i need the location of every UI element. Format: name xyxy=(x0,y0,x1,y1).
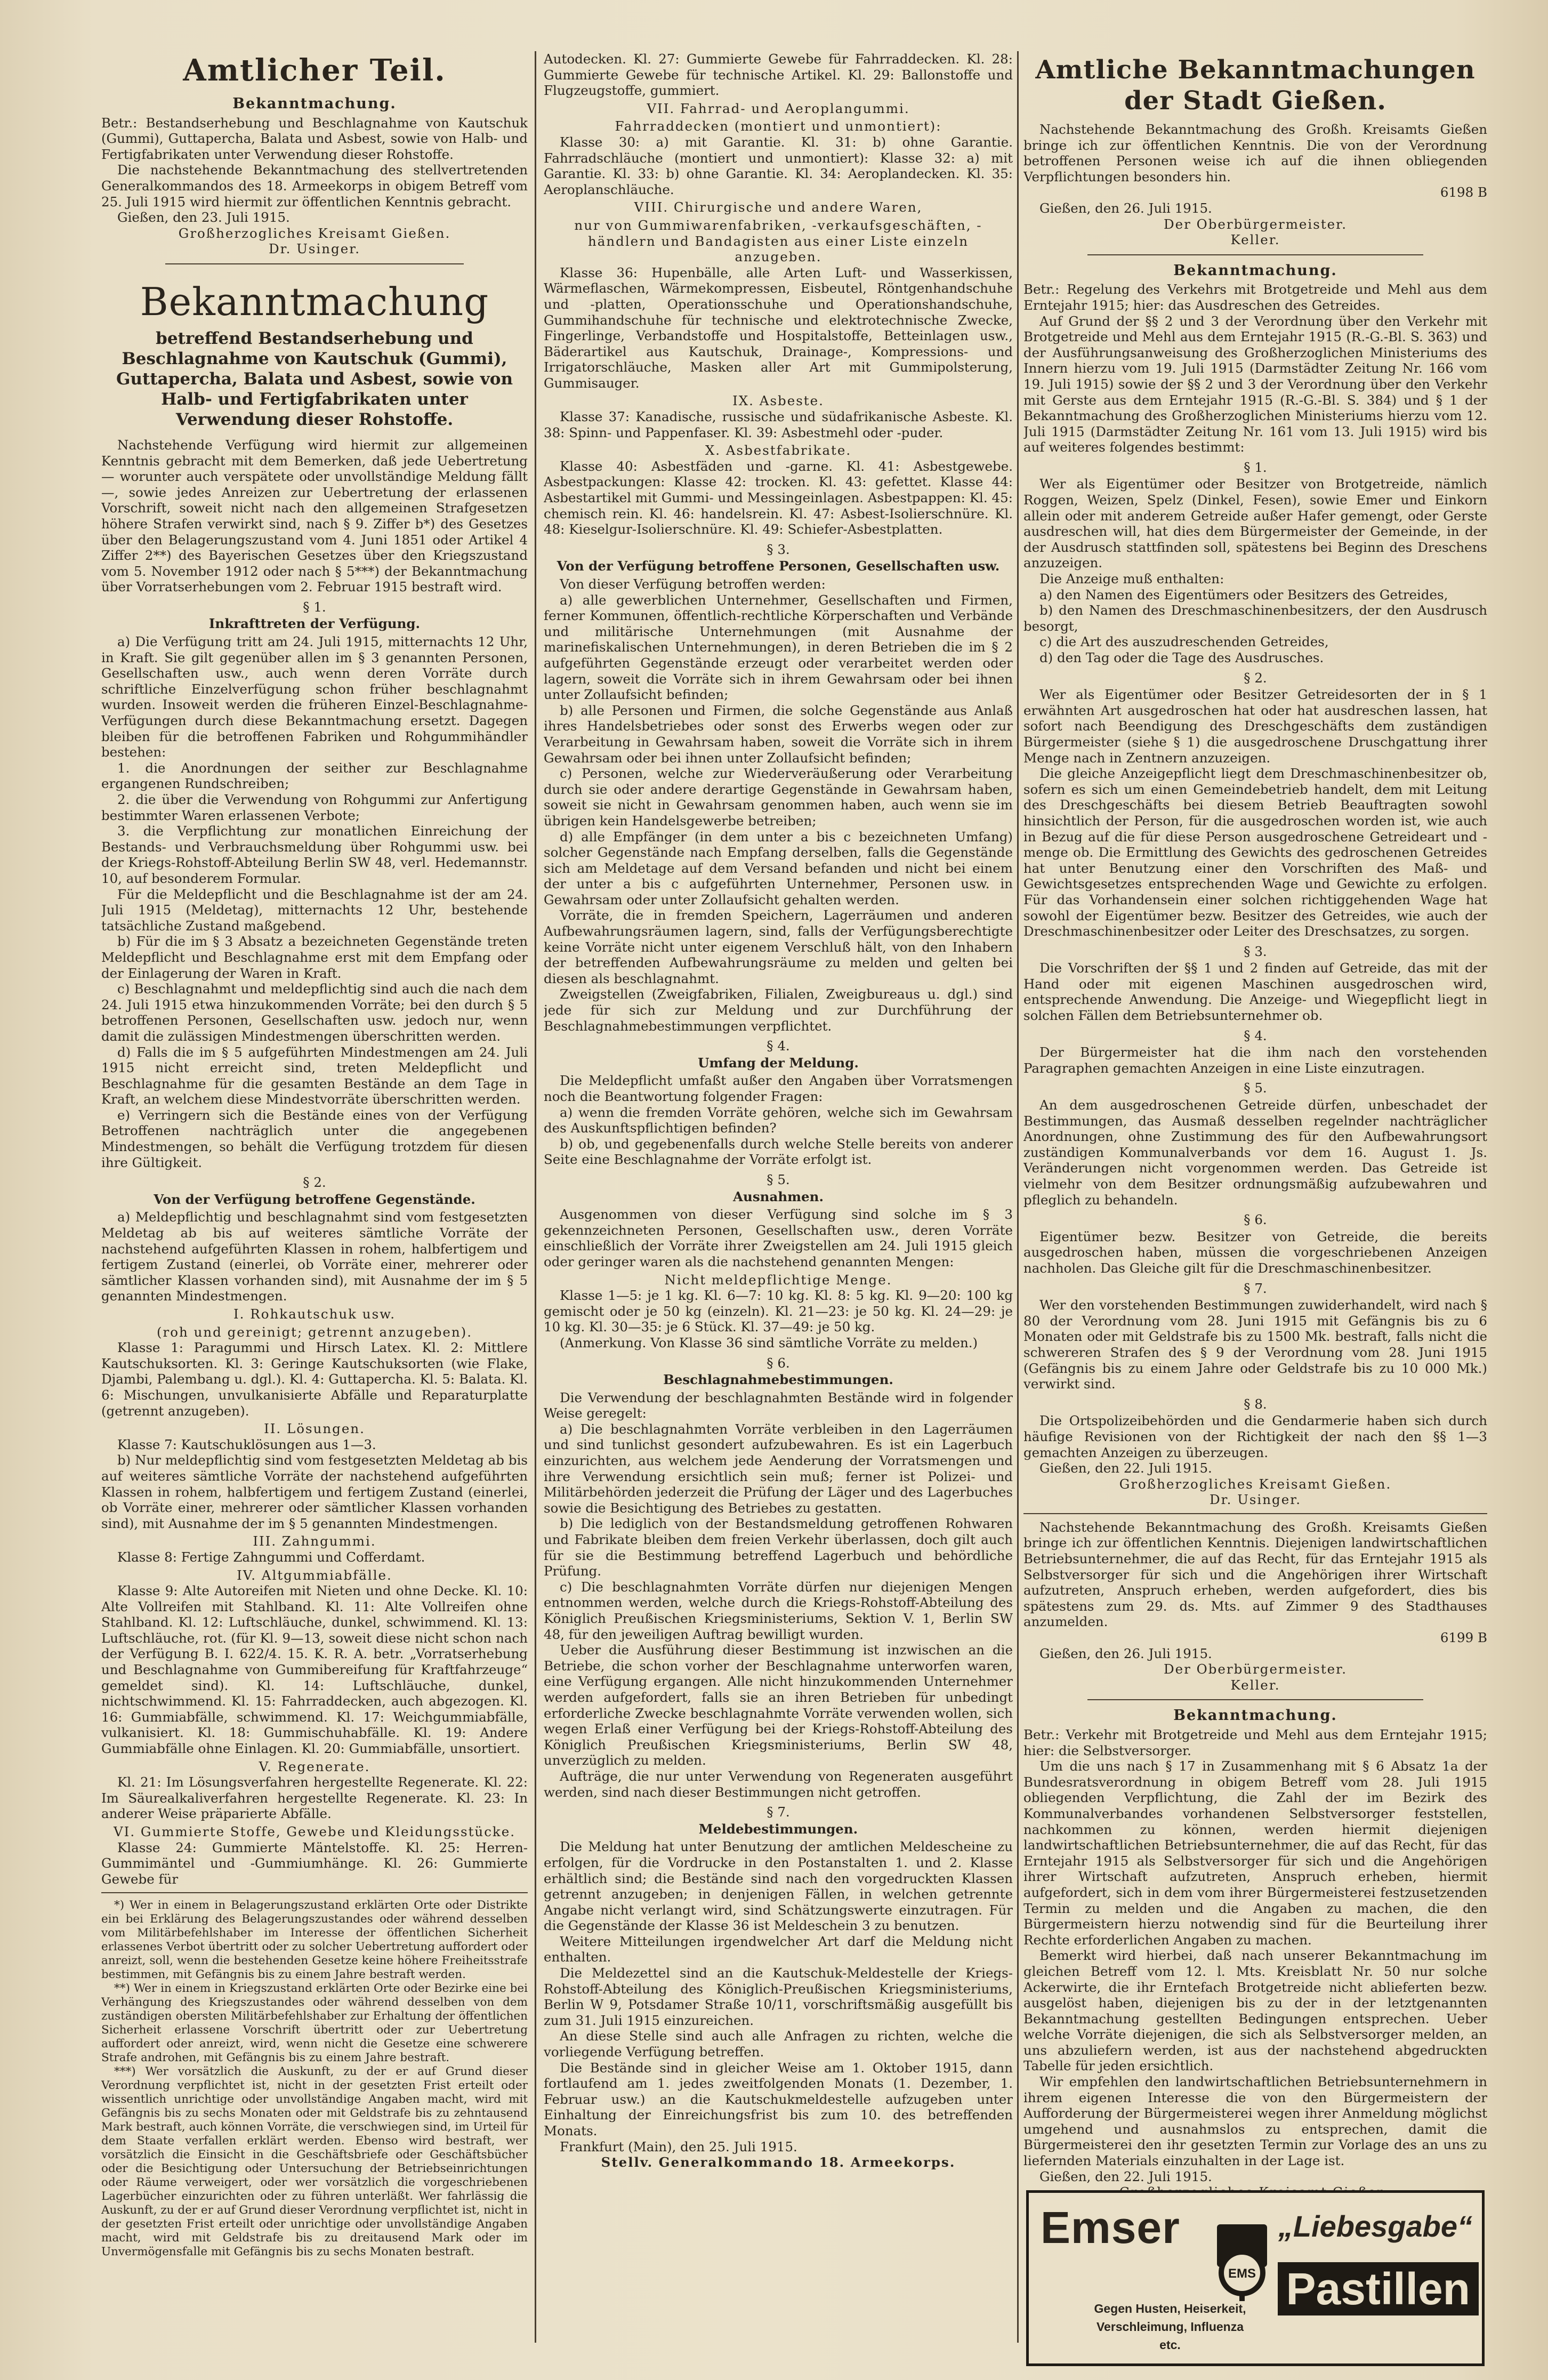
class-heading: VIII. Chirurgische und andere Waren, xyxy=(634,199,923,215)
list-item: a) wenn die fremden Vorräte gehören, welche sich im Gewahrsam des Auskunftspflichtigen befinden? xyxy=(544,1104,1013,1136)
list-item: 3. die Verpflichtung zur monatlichen Einreichung der Bestands- und Verbrauchsmeldung über Rohgummi usw. bei der Kriegs-Rohstoff-Abteilung Berlin SW 48, verl. Hedemannstr. 10, auf besonderem Formular. xyxy=(101,823,528,886)
paragraph: b) Nur meldepflichtig sind vom festgesetzten Meldetag ab bis auf weiteres sämtliche Vorräte der nachstehend aufgeführten Klassen in rohem, halbfertigem und fertigem Zustand (einerlei, ob Vorräte einer, mehrerer oder sämtlicher Klassen vorhanden sind), mit Ausnahme der im § 5 genannten Mindestmengen. xyxy=(101,1452,528,1531)
paragraph: Klasse 24: Gummierte Mäntelstoffe. Kl. 25: Herren-Gummimäntel und -Gummiumhänge. Kl. 26: Gummierte Gewebe für xyxy=(101,1839,528,1887)
date-line: Gießen, den 22. Juli 1915. xyxy=(1039,1460,1212,1476)
signature: Keller. xyxy=(1230,1677,1280,1693)
section-heading: Meldebestimmungen. xyxy=(698,1821,858,1837)
ad-product: Pastillen xyxy=(1278,2262,1479,2315)
paragraph: Klasse 9: Alte Autoreifen mit Nieten und ohne Decke. Kl. 10: Alte Vollreifen mit Stahlband. Kl. 11: Alte Vollreifen ohne Stahlband. Kl. 12: Luftschläuche, dunkel, schwimmend. Kl. 13: Luftschläuche, rot. (für Kl. 9—13, soweit diese nicht schon nach der Verfügung B. I. 622/4. 15. K. R. A. betr. „Vorratserhebung und Beschlagnahme von Gummibereifung für Kraftfahrzeuge“ gemeldet sind). Kl. 14: Luftschläuche, dunkel, nichtschwimmend. Kl. 15: Fahrraddecken, auch abgezogen. Kl. 16: Gummiabfälle, schwimmend. Kl. 17: Weichgummiabfälle, vulkanisiert. Kl. 18: Gummischuhabfälle. Kl. 19: Andere Gummiabfälle ohne Einlagen. Kl. 20: Gummiabfälle, unsortiert. xyxy=(101,1583,528,1757)
list-item: b) Die lediglich von der Bestandsmeldung getroffenen Rohwaren und Fabrikate bleiben dem freien Verkehr überlassen, doch gilt auch für sie die Bestimmung betreffend Lagerbuch und behördliche Prüfung. xyxy=(544,1516,1013,1579)
notice-heading: Bekanntmachung. xyxy=(1173,262,1337,279)
paragraph: Ueber die Ausführung dieser Bestimmung ist inzwischen an die Betriebe, die schon vorher der Beschlagnahme unterworfen waren, eine Verfügung ergangen. Alle nicht hinzukommenden Unternehmer werden aufgefordert, falls sie an ihren Betrieben für unbedingt erforderliche Zwecke beschlagnahmte Vorräte verwenden wollen, sich wegen Erlaß einer Verfügung bei der Kriegs-Rohstoff-Abteilung des Königlich Preußischen Kriegsministeriums, Berlin SW 48, unverzüglich zu melden. xyxy=(544,1642,1013,1768)
paragraph: Die Meldung hat unter Benutzung der amtlichen Meldescheine zu erfolgen, für die Vordrucke in den Postanstalten 1. und 2. Klasse erhältlich sind; die Bestände sind nach den vorgedruckten Klassen getrennt anzugeben; in denjenigen Fällen, in welchen getrennte Angabe nicht verlangt wird, sind Schätzungswerte einzutragen. Für die Gegenstände der Klasse 36 ist Meldeschein 3 zu benutzen. xyxy=(544,1839,1013,1934)
paragraph: Die Ortspolizeibehörden und die Gendarmerie haben sich durch häufige Revisionen von der Richtigkeit der nach den §§ 1—3 gemachten Anzeigen zu überzeugen. xyxy=(1023,1413,1487,1460)
column-2 xyxy=(544,51,1013,2359)
paragraph: Wer als Eigentümer oder Besitzer von Brotgetreide, nämlich Roggen, Weizen, Spelz (Dinkel, Fesen), sowie Emer und Einkorn allein oder mit anderem Getreide außer Hafer gemengt, oder Gerste ausdreschen will, hat dies dem Bürgermeister der Gemeinde, in der der Ausdrusch stattfinden soll, spätestens bei Beginn des Dreschens anzuzeigen. xyxy=(1023,476,1487,571)
paragraph: e) Verringern sich die Bestände eines von der Verfügung Betroffenen nachträglich unter die angegebenen Mindestmengen, so behält die Verfügung trotzdem für diesen ihre Gültigkeit. xyxy=(101,1107,528,1170)
list-item: c) Personen, welche zur Wiederveräußerung oder Verarbeitung durch sie oder andere derartige Gegenstände in Gewahrsam haben, soweit sie nicht in Gewahrsam genommen haben, auch wenn sie im übrigen kein Handelsgewerbe betreiben; xyxy=(544,766,1013,829)
paragraph: Klasse 1—5: je 1 kg. Kl. 6—7: 10 kg. Kl. 8: 5 kg. Kl. 9—20: 100 kg gemischt oder je 50 kg (einzeln). Kl. 21—23: je 50 kg. Kl. 24—29: je 10 kg. Kl. 30—35: je 6 Stück. Kl. 37—49: je 50 kg. xyxy=(544,1288,1013,1335)
paragraph: Kl. 21: Im Lösungsverfahren hergestellte Regenerate. Kl. 22: Im Säurealkaliverfahren hergestellte Regenerate. Kl. 23: In anderer Weise präparierte Abfälle. xyxy=(101,1774,528,1822)
section-heading: Inkrafttreten der Verfügung. xyxy=(208,616,421,632)
paragraph: Vorräte, die in fremden Speichern, Lagerräumen und anderen Aufbewahrungsräumen lagern, sind, falls der Verfügungsberechtigte keine Vorräte nicht unter eigenem Verschluß hält, von den Inhabern der betreffenden Aufbewahrungsräume zu melden und gelten bei diesen als beschlagnahmt. xyxy=(544,907,1013,986)
ad-brand: Emser xyxy=(1041,2202,1180,2253)
date-line: Frankfurt (Main), den 25. Juli 1915. xyxy=(560,2138,797,2154)
section-number: § 2. xyxy=(1244,670,1267,686)
footnote-divider xyxy=(101,1892,528,1893)
paragraph: Für die Meldepflicht und die Beschlagnahme ist der am 24. Juli 1915 (Meldetag), mitternachts 12 Uhr, bestehende tatsächliche Zustand maßgebend. xyxy=(101,886,528,934)
column-rule xyxy=(535,51,536,2343)
paragraph: Die Anzeige muß enthalten: xyxy=(1039,571,1224,587)
notice-betr: Betr.: Regelung des Verkehrs mit Brotgetreide und Mehl aus dem Erntejahr 1915; hier: das Ausdreschen des Getreides. xyxy=(1023,282,1487,313)
section-heading: Beschlagnahmebestimmungen. xyxy=(663,1372,893,1388)
list-item: 1. die Anordnungen der seither zur Beschlagnahme ergangenen Rundschreiben; xyxy=(101,760,528,792)
section-number: § 7. xyxy=(1244,1280,1267,1296)
section-heading: Von der Verfügung betroffene Gegenstände. xyxy=(154,1191,475,1207)
signature: Keller. xyxy=(1230,232,1280,248)
paragraph: Nachstehende Bekanntmachung des Großh. Kreisamts Gießen bringe ich zur öffentlichen Kenntnis. Die von der Verordnung betroffenen Personen weise ich auf die ihnen obliegenden Verpflichtungen besonders hin. xyxy=(1023,122,1487,184)
paragraph: Wer den vorstehenden Bestimmungen zuwiderhandelt, wird nach § 80 der Verordnung vom 28. Juni 1915 mit Gefängnis bis zu 6 Monaten oder mit Geldstrafe bis zu 1500 Mk. bestraft, falls nicht die schwereren Strafen des § 9 der Verordnung vom 28. Juni 1915 (Gefängnis bis zu einem Jahre oder Geldstrafe bis zu 10 000 Mk.) verwirkt sind. xyxy=(1023,1297,1487,1392)
footnote: *) Wer in einem in Belagerungszustand erklärten Orte oder Distrikte ein bei Erklärung des Belagerungszustandes oder während desselben vom Militärbefehlshaber im Interesse der öffentlichen Sicherheit erlassenes Verbot übertritt oder zu solcher Uebertretung auffordert oder anreizt, soll, wenn die bestehenden Gesetze keine höhere Freiheitsstrafe bestimmen, mit Gefängnis bis zu einem Jahre bestraft werden. xyxy=(101,1899,528,1982)
paragraph: Wer als Eigentümer oder Besitzer Getreidesorten der in § 1 erwähnten Art ausgedroschen hat oder hat ausdreschen lassen, hat sofort nach Beendigung des Dreschgeschäfts dem zuständigen Bürgermeister (siehe § 1) die ausgedroschene Druschgattung ihrer Menge nach in Zentnern anzuzeigen. xyxy=(1023,687,1487,766)
class-note: (roh und gereinigt; getrennt anzugeben). xyxy=(156,1324,473,1340)
paragraph: Weitere Mitteilungen irgendwelcher Art darf die Meldung nicht enthalten. xyxy=(544,1933,1013,1965)
section-number: § 6. xyxy=(767,1355,790,1371)
authority: Der Oberbürgermeister. xyxy=(1164,1661,1347,1677)
list-item: c) die Art des auszudreschenden Getreides, xyxy=(1039,634,1329,650)
notice-signature: Dr. Usinger. xyxy=(268,241,361,257)
paragraph: Aufträge, die nur unter Verwendung von Regeneraten ausgeführt werden, sind nach dieser Bestimmungen nicht getroffen. xyxy=(544,1768,1013,1800)
section-number: § 8. xyxy=(1244,1396,1267,1412)
notice-authority: Großherzogliches Kreisamt Gießen. xyxy=(178,225,451,241)
section-number: § 4. xyxy=(1244,1027,1267,1043)
section-number: § 3. xyxy=(767,541,790,557)
class-heading: II. Lösungen. xyxy=(264,1421,365,1437)
column-rule xyxy=(1017,51,1019,2343)
class-heading: VII. Fahrrad- und Aeroplangummi. xyxy=(647,100,910,116)
paragraph: Nachstehende Bekanntmachung des Großh. Kreisamts Gießen bringe ich zur öffentlichen Kenntnis. Diejenigen landwirtschaftlichen Betriebsunternehmer, die auf das Recht, für das Erntejahr 1915 als Selbstversorger für sich und die Angehörigen ihrer Wirtschaft aufzutreten, Anspruch erheben, werden aufgefordert, dies bis spätestens zum 29. ds. Mts. auf Zimmer 9 des Stadthauses anzumelden. xyxy=(1023,1519,1487,1630)
class-heading: I. Rohkautschuk usw. xyxy=(233,1306,396,1322)
paragraph: b) Für die im § 3 Absatz a bezeichneten Gegenstände treten Meldepflicht und Beschlagnahme erst mit dem Empfang oder der Einlagerung der Waren in Kraft. xyxy=(101,934,528,981)
paragraph: Die gleiche Anzeigepflicht liegt dem Dreschmaschinenbesitzer ob, sofern es sich um einen Gemeindebetrieb handelt, dem mit Leitung des Dreschgeschäfts bei diesem Betrieb Beauftragten sowohl hinsichtlich der Person, für die ausgedroschen worden ist, wie auch in Bezug auf die für diese Person ausgedroschene Getreideart und -menge ob. Die Ermittlung des Gewichts des gedroschenen Getreides hat unter Benutzung einer den Vorschriften des Maß- und Gewichtsgesetzes entsprechenden Wage und Gewichte zu erfolgen. Für das Vorhandensein einer solchen richtiggehenden Wage hat sowohl der Eigentümer bezw. Besitzer des Getreides, wie auch der Dreschmaschinenbesitzer oder Leiter des Dreschsatzes, zu sorgen. xyxy=(1023,766,1487,939)
paragraph: a) Meldepflichtig und beschlagnahmt sind vom festgesetzten Meldetag ab bis auf weiteres sämtliche Vorräte der nachstehend aufgeführten Klassen in rohem, halbfertigem und fertigem Zustand (einerlei, ob Vorräte einer, mehrerer oder sämtlicher Klassen vorhanden sind), mit Ausnahme der im § 5 genannten Mindestmengen. xyxy=(101,1209,528,1304)
paragraph: Klasse 7: Kautschuklösungen aus 1—3. xyxy=(117,1436,376,1452)
reference-code: 6198 B xyxy=(1440,184,1487,200)
signature: Dr. Usinger. xyxy=(1209,1492,1302,1508)
footnote: ***) Wer vorsätzlich die Auskunft, zu der er auf Grund dieser Verordnung verpflichtet ist, nicht in der gesetzten Frist erteilt oder wissentlich unrichtige oder unvollständige Angaben macht, wird mit Gefängnis bis zu sechs Monaten oder mit Geldstrafe bis zu zehntausend Mark bestraft, auch können Vorräte, die verschwiegen sind, im Urteil für dem Staate verfallen erklärt werden. Ebenso wird bestraft, wer vorsätzlich die Einsicht in die Geschäftsbriefe oder Geschäftsbücher oder die Besichtigung oder Untersuchung der Betriebseinrichtungen oder Räume verweigert, oder wer vorsätzlich die vorgeschriebenen Lagerbücher einzurichten oder zu führen unterläßt. Wer fahrlässig die Auskunft, zu der er auf Grund dieser Verordnung verpflichtet ist, nicht in der gesetzten Frist erteilt oder unrichtige oder unvollständige Angaben macht, wird mit Geldstrafe bis zu dreitausend Mark oder im Unvermögensfalle mit Gefängnis bis zu sechs Monaten bestraft. xyxy=(101,2065,528,2259)
footnotes xyxy=(101,1899,528,2259)
paragraph: An dem ausgedroschenen Getreide dürfen, unbeschadet der Bestimmungen, das Ausmaß desselben regelnder nachträglicher Anordnungen, ohne Zustimmung des für den Aufbewahrungsort zuständigen Kommunalverbands vor dem 16. August 1. Js. Veränderungen nicht vorgenommen werden. Das Getreide ist vielmehr von dem Besitzer ordnungsmäßig aufzubewahren und pfleglich zu behandeln. xyxy=(1023,1097,1487,1208)
section-heading: Von der Verfügung betroffene Personen, Gesellschaften usw. xyxy=(557,558,1000,574)
reference-code: 6199 B xyxy=(1440,1630,1487,1646)
divider xyxy=(1087,1699,1423,1700)
ems-badge-icon xyxy=(1213,2222,1271,2302)
class-heading: V. Regenerate. xyxy=(259,1758,370,1774)
class-heading: III. Zahngummi. xyxy=(253,1533,376,1549)
section-number: § 5. xyxy=(1244,1080,1267,1096)
section-number: § 3. xyxy=(1244,943,1267,959)
divider xyxy=(1023,1513,1487,1514)
section-number: § 1. xyxy=(1244,459,1267,475)
ad-description xyxy=(1045,2299,1295,2354)
section-number: § 7. xyxy=(767,1804,790,1820)
list-item: b) ob, und gegebenenfalls durch welche Stelle bereits von anderer Seite eine Beschlagnahme der Vorräte erfolgt ist. xyxy=(544,1136,1013,1168)
section-title: Amtliche Bekanntmachungen der Stadt Gießen. xyxy=(1035,55,1476,116)
paragraph: Klasse 36: Hupenbälle, alle Arten Luft- und Wasserkissen, Wärmeflaschen, Wärmekompressen, Eisbeutel, Röntgenhandschuhe und -platten, Operationsschuhe und Operationshandschuhe, Gummihandschuhe für technische und elektrotechnische Zwecke, Fingerlinge, Verbandstoffe und Hospitalstoffe, Betteinlagen usw., Bäderartikel aus Kautschuk, Drainage-, Kompressions- und Irrigatorschläuche, Masken aller Art mit Gummipolsterung, Gummisauger. xyxy=(544,264,1013,391)
section-heading: Ausnahmen. xyxy=(733,1188,824,1204)
paragraph: Um die uns nach § 17 in Zusammenhang mit § 6 Absatz 1a der Bundesratsverordnung in obigem Betreff vom 28. Juli 1915 obliegenden Verpflichtung, die Zahl der im Bezirk des Kommunalverbandes vorhandenen Selbstversorger feststellen, nachkommen zu können, werden hiermit diejenigen landwirtschaftlichen Betriebsunternehmer, die auf das Recht, für das Erntejahr 1915 als Selbstversorger für sich und die Angehörigen ihrer Wirtschaft aufzutreten, Anspruch erheben, hiermit aufgefordert, sich in dem vom ihrer Bürgermeisterei festzusetzenden Termin zu melden und die Angaben zu machen, die den Bürgermeistern hierzu notwendig sind für die Beurteilung ihrer Rechte erforderlichen Angaben zu machen. xyxy=(1023,1758,1487,1948)
class-heading: X. Asbestfabrikate. xyxy=(705,443,852,459)
column-1 xyxy=(101,51,528,2359)
paragraph: Bemerkt wird hierbei, daß nach unserer Bekanntmachung im gleichen Betreff vom 12. l. Mts. Kreisblatt Nr. 50 nur solche Ackerwirte, die ihr Erntefach Brotgetreide nicht ablieferten bezw. ausgelöst haben, diejenigen bis zu der in der letztgenannten Bekanntmachung gestellten Bedingungen entsprechen. Ueber welche Vorräte diejenigen, die sich als Selbstversorger melden, an uns abzuliefern werden, ist aus der nachstehend abgedruckten Tabelle für jeden ersichtlich. xyxy=(1023,1948,1487,2074)
section-heading: Umfang der Meldung. xyxy=(698,1055,859,1071)
ad-badge-text: EMS xyxy=(1228,2266,1256,2281)
paragraph: Auf Grund der §§ 2 und 3 der Verordnung über den Verkehr mit Brotgetreide und Mehl aus dem Erntejahr 1915 (R.-G.-Bl. S. 363) und der Ausführungsanweisung des Großherzoglichen Ministeriums des Innern hierzu vom 19. Juli 1915 (Darmstädter Zeitung Nr. 166 vom 19. Juli 1915) sowie der §§ 2 und 3 der Verordnung über den Verkehr mit Gerste aus dem Erntejahr 1915 (R.-G.-Bl. S. 384) und § 1 der Bekanntmachung des Großherzoglichen Ministeriums hierzu vom 12. Juli 1915 (Darmstädter Zeitung Nr. 161 vom 13. Juli 1915) wird bis auf weiteres folgendes bestimmt: xyxy=(1023,313,1487,455)
paragraph: c) Beschlagnahmt und meldepflichtig sind auch die nach dem 24. Juli 1915 etwa hinzukommenden Vorräte; bei den durch § 5 betroffenen Personen, Gesellschaften usw. jedoch nur, wenn damit die zulässigen Mindestmengen überschritten werden. xyxy=(101,981,528,1044)
list-item: d) alle Empfänger (in dem unter a bis c bezeichneten Umfang) solcher Gegenstände nach Empfang derselben, falls die Gegenstände sich am Meldetage auf dem Versand befanden und nicht bei einem der unter a bis c aufgeführten Unternehmer, Personen usw. in Gewahrsam oder unter Zollaufsicht gehalten werden. xyxy=(544,829,1013,907)
section-title: Amtlicher Teil. xyxy=(183,53,446,88)
notice-date: Gießen, den 23. Juli 1915. xyxy=(117,210,290,226)
ad-line: Gegen Husten, Heiserkeit, xyxy=(1094,2302,1246,2315)
section-number: § 1. xyxy=(303,599,326,615)
footnote: **) Wer in einem in Kriegszustand erklärten Orte oder Bezirke eine bei Verhängung des Kriegszustandes oder während desselben von dem zuständigen obersten Militärbefehlshaber zur Erhaltung der öffentlichen Sicherheit erlassene Vorschrift übertritt oder zur Uebertretung auffordert oder anreizt, wird, wenn nicht die Gesetze eine schwerere Strafe androhen, mit Gefängnis bis zu einem Jahre bestraft. xyxy=(101,1982,528,2065)
section-number: § 4. xyxy=(767,1038,790,1054)
paragraph: Wir empfehlen den landwirtschaftlichen Betriebsunternehmern in ihrem eigenen Interesse die von den Bürgermeistern der Aufforderung der Bürgermeisterei wegen ihrer Anmeldung möglichst umgehend und ausnahmslos zu entsprechen, damit die Bürgermeisterei den ihr gesetzten Termin zur Vorlage des an uns zu liefernden Materials einzuhalten in der Lage ist. xyxy=(1023,2074,1487,2169)
class-heading: IX. Asbeste. xyxy=(732,393,824,409)
paragraph: Klasse 30: a) mit Garantie. Kl. 31: b) ohne Garantie. Fahrradschläuche (montiert und unmontiert): Klasse 32: a) mit Garantie. Kl. 33: b) ohne Garantie. Kl. 34: Aeroplandecken. Kl. 35: Aeroplanschläuche. xyxy=(544,134,1013,197)
paragraph: Eigentümer bezw. Besitzer von Getreide, die bereits ausgedroschen haben, müssen die vorgeschriebenen Anzeigen nachholen. Das Gleiche gilt für die Dreschmaschinenbesitzer. xyxy=(1023,1228,1487,1276)
notice-betr: Betr.: Bestandserhebung und Beschlagnahme von Kautschuk (Gummi), Guttapercha, Balata und Asbest, sowie von Halb- und Fertigfabrikaten unter Verwendung dieser Rohstoffe. xyxy=(101,115,528,162)
list-item: d) den Tag oder die Tage des Ausdrusches. xyxy=(1039,650,1324,665)
notice-heading: Bekanntmachung. xyxy=(232,95,397,112)
emser-pastillen-ad xyxy=(1026,2190,1485,2366)
section-number: § 6. xyxy=(1244,1212,1267,1228)
paragraph: Klasse 1: Paragummi und Hirsch Latex. Kl. 2: Mittlere Kautschuksorten. Kl. 3: Geringe Kautschuksorten (wie Flake, Djambi, Palembang u. dgl.). Kl. 4: Guttapercha. Kl. 5: Balata. Kl. 6: Mischungen, unvulkanisierte Abfälle und Reparaturplatte (getrennt anzugeben). xyxy=(101,1340,528,1419)
date-line: Gießen, den 22. Juli 1915. xyxy=(1039,2168,1212,2184)
paragraph: Die Vorschriften der §§ 1 und 2 finden auf Getreide, das mit der Hand oder mit eigenen Maschinen ausgedroschen wird, entsprechende Anwendung. Die Anzeige- und Wiegepflicht liegt in solchen Fällen dem Betriebsunternehmer ob. xyxy=(1023,960,1487,1024)
paragraph: Die Meldepflicht umfaßt außer den Angaben über Vorratsmengen noch die Beantwortung folgender Fragen: xyxy=(544,1073,1013,1104)
section-number: § 5. xyxy=(767,1171,790,1187)
list-item: 2. die über die Verwendung von Rohgummi zur Anfertigung bestimmter Waren erlassenen Verbote; xyxy=(101,792,528,823)
paragraph: a) Die Verfügung tritt am 24. Juli 1915, mitternachts 12 Uhr, in Kraft. Sie gilt gegenüber allen im § 3 genannten Personen, Gesellschaften usw., auch wenn deren Vorräte durch schriftliche Einzelverfügung schon früher beschlagnahmt wurden. Insoweit werden die früheren Einzel-Beschlagnahme-Verfügungen durch diese Bekanntmachung ersetzt. Dagegen bleiben für die betroffenen Fabriken und Rohgummihändler bestehen: xyxy=(101,634,528,760)
paragraph: (Anmerkung. Von Klasse 36 sind sämtliche Vorräte zu melden.) xyxy=(560,1334,978,1350)
list-item: b) alle Personen und Firmen, die solche Gegenstände aus Anlaß ihres Handelsbetriebes oder sonst des Erwerbs wegen oder zur Verarbeitung in Gewahrsam haben, soweit die Vorräte sich in ihrem Gewahrsam oder bei ihnen unter Zollaufsicht befinden; xyxy=(544,702,1013,766)
ad-line: Verschleimung, Influenza xyxy=(1096,2320,1244,2334)
paragraph: Ausgenommen von dieser Verfügung sind solche im § 3 gekennzeichneten Personen, Gesellschaften usw., deren Vorräte einschließlich der Vorräte ihrer Zweigstellen am 24. Juli 1915 gleich oder geringer waren als die nachstehend genannten Mengen: xyxy=(544,1207,1013,1269)
column-3 xyxy=(1023,51,1487,2359)
divider xyxy=(165,263,464,264)
ad-line: etc. xyxy=(1159,2338,1181,2352)
notice-heading: Bekanntmachung. xyxy=(1173,1707,1337,1724)
paragraph: Autodecken. Kl. 27: Gummierte Gewebe für Fahrraddecken. Kl. 28: Gummierte Gewebe für technische Artikel. Kl. 29: Ballonstoffe und Flugzeugstoffe, gummiert. xyxy=(544,51,1013,99)
paragraph: Die Verwendung der beschlagnahmten Bestände wird in folgender Weise geregelt: xyxy=(544,1389,1013,1421)
paragraph: Klasse 8: Fertige Zahngummi und Cofferdamt. xyxy=(117,1549,425,1565)
paragraph: Die Meldezettel sind an die Kautschuk-Meldestelle der Kriegs-Rohstoff-Abteilung des Königlich-Preußischen Kriegsministeriums, Berlin W 9, Potsdamer Straße 10/11, vorschriftsmäßig ausgefüllt bis zum 31. Juli 1915 einzureichen. xyxy=(544,1965,1013,2028)
paragraph: Klasse 40: Asbestfäden und -garne. Kl. 41: Asbestgewebe. Asbestpackungen: Klasse 42: trocken. Kl. 43: gefettet. Klasse 44: Asbestartikel mit Gummi- und Messingeinlagen. Asbestpappen: Kl. 45: chemisch rein. Kl. 46: handelsrein. Kl. 47: Asbest-Isolierschnüre. Kl. 48: Kieselgur-Isolierschnüre. Kl. 49: Schiefer-Asbestplatten. xyxy=(544,458,1013,537)
notice-body: Die nachstehende Bekanntmachung des stellvertretenden Generalkommandos des 18. Armeekorps in obigem Betreff vom 25. Juli 1915 wird hiermit zur öffentlichen Kenntnis gebracht. xyxy=(101,162,528,210)
list-item: a) Die beschlagnahmten Vorräte verbleiben in den Lagerräumen und sind tunlichst gesondert aufzubewahren. Es ist ein Lagerbuch einzurichten, aus welchem jede Aenderung der Vorratsmengen und ihre Verwendung ersichtlich sein muß; ferner ist Polizei- und Militärbehörden jederzeit die Prüfung der Läger und des Lagerbuches sowie die Besichtigung des Betriebes zu gestatten. xyxy=(544,1421,1013,1516)
paragraph: Zweigstellen (Zweigfabriken, Filialen, Zweigbureaus u. dgl.) sind jede für sich zur Meldung und zur Durchführung der Beschlagnahmebestimmungen verpflichtet. xyxy=(544,986,1013,1034)
authority: Der Oberbürgermeister. xyxy=(1164,216,1347,232)
main-subtitle: betreffend Bestandserhebung und Beschlagnahme von Kautschuk (Gummi), Guttapercha, Balata und Asbest, sowie von Halb- und Fertigfabrikaten unter Verwendung dieser Rohstoffe. xyxy=(116,328,513,429)
paragraph: An diese Stelle sind auch alle Anfragen zu richten, welche die vorliegende Verfügung betreffen. xyxy=(544,2028,1013,2060)
subheading: Nicht meldepflichtige Menge. xyxy=(664,1272,892,1288)
list-item: c) Die beschlagnahmten Vorräte dürfen nur diejenigen Mengen entnommen werden, welche durch die Kriegs-Rohstoff-Abteilung des Königlich Preußischen Kriegsministeriums, Sektion V. 1, Berlin SW 48, für den jeweiligen Auftrag bewilligt wurden. xyxy=(544,1579,1013,1642)
class-note: nur von Gummiwarenfabriken, -verkaufsgeschäften, -händlern und Bandagisten aus einer Liste einzeln anzugeben. xyxy=(574,217,982,265)
main-title: Bekanntmachung xyxy=(140,279,489,324)
class-heading: VI. Gummierte Stoffe, Gewebe und Kleidungsstücke. xyxy=(113,1824,516,1839)
divider xyxy=(1087,254,1423,255)
signature: Stellv. Generalkommando 18. Armeekorps. xyxy=(601,2154,956,2170)
paragraph: Klasse 37: Kanadische, russische und südafrikanische Asbeste. Kl. 38: Spinn- und Pappenfaser. Kl. 39: Asbestmehl oder -puder. xyxy=(544,409,1013,440)
paragraph: Von dieser Verfügung betroffen werden: xyxy=(560,576,826,592)
list-item: a) den Namen des Eigentümers oder Besitzers des Getreides, xyxy=(1039,586,1448,602)
class-heading: IV. Altgummiabfälle. xyxy=(237,1567,392,1583)
list-item: b) den Namen des Dreschmaschinenbesitzers, der den Ausdrusch besorgt, xyxy=(1023,602,1487,634)
date-line: Gießen, den 26. Juli 1915. xyxy=(1039,200,1212,216)
intro-text: Nachstehende Verfügung wird hiermit zur allgemeinen Kenntnis gebracht mit dem Bemerken, daß jede Uebertretung — worunter auch verspätete oder unvollständige Meldung fällt —, sowie jedes Anreizen zur Uebertretung der erlassenen Vorschrift, soweit nicht nach den allgemeinen Strafgesetzen höhere Strafen verwirkt sind, nach § 9. Ziffer b*) des Gesetzes über den Belagerungszustand vom 4. Juni 1851 oder Artikel 4 Ziffer 2**) des Bayerischen Gesetzes über den Kriegszustand vom 5. November 1912 oder nach § 5***) der Bekanntmachung über Vorratserhebungen vom 2. Februar 1915 bestraft wird. xyxy=(101,437,528,595)
authority: Großherzogliches Kreisamt Gießen. xyxy=(1119,1476,1392,1492)
class-note: Fahrraddecken (montiert und unmontiert): xyxy=(615,118,942,134)
paragraph: d) Falls die im § 5 aufgeführten Mindestmengen am 24. Juli 1915 nicht erreicht sind, treten Meldepflicht und Beschlagnahme für die gesamten Bestände an dem Tage in Kraft, an welchem diese Mindestvorräte überschritten werden. xyxy=(101,1044,528,1107)
section-number: § 2. xyxy=(303,1175,326,1191)
paragraph: Der Bürgermeister hat die ihm nach den vorstehenden Paragraphen gemachten Anzeigen in eine Liste einzutragen. xyxy=(1023,1044,1487,1076)
notice-betr: Betr.: Verkehr mit Brotgetreide und Mehl aus dem Erntejahr 1915; hier: die Selbstversorger. xyxy=(1023,1727,1487,1758)
date-line: Gießen, den 26. Juli 1915. xyxy=(1039,1645,1212,1661)
list-item: a) alle gewerblichen Unternehmer, Gesellschaften und Firmen, ferner Kommunen, öffentlich-rechtliche Körperschaften und Verbände und militärische Unternehmungen (mit Ausnahme der marinefiskalischen Unternehmungen), in deren Betrieben die im § 2 aufgeführten Gegenstände erzeugt oder verarbeitet werden oder lagern, soweit die Vorräte sich in ihrem Gewahrsam oder bei ihnen unter Zollaufsicht befinden; xyxy=(544,592,1013,703)
ad-tagline: „Liebesgabe“ xyxy=(1278,2209,1472,2243)
paragraph: Die Bestände sind in gleicher Weise am 1. Oktober 1915, dann fortlaufend am 1. jedes zweitfolgenden Monats (1. Dezember, 1. Februar usw.) an die Kautschukmeldestelle aufzugeben unter Einhaltung der Einreichungsfrist bis zum 10. des betreffenden Monats. xyxy=(544,2060,1013,2138)
